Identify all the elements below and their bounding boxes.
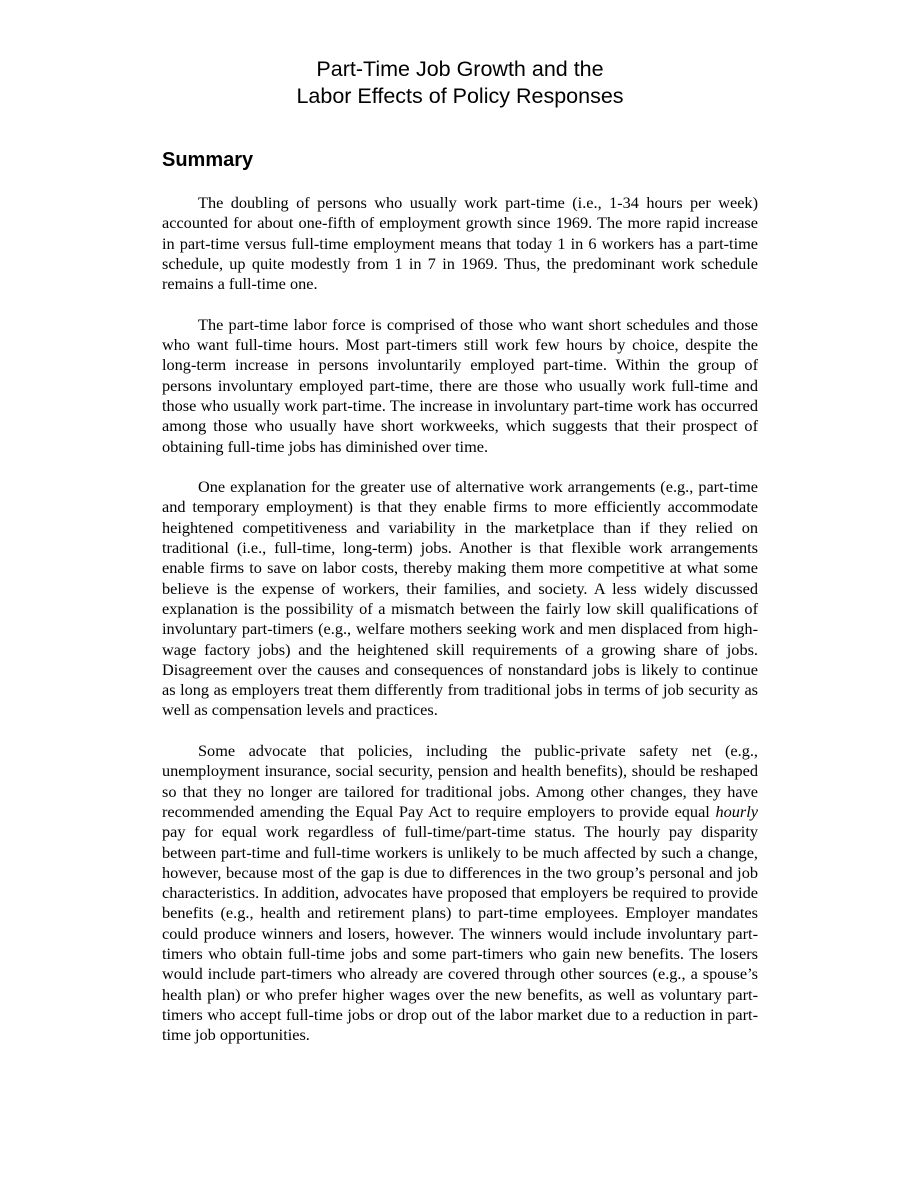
paragraph-2: The part-time labor force is comprised of those who want short schedules and those who want full-time hours. Most part-timers still work few hours by choice, despite the long-term increase in persons involuntarily employed part-time. Within the group of persons involuntary employed part-time, there are those who usually work full-time and those who usually work part-time. The increase in involuntary part-time work has occurred among those who usually have short workweeks, which suggests that their prospect of obtaining full-time jobs has diminished over time.: [162, 314, 758, 456]
paragraph-4: [162, 741, 758, 1045]
paragraph-1: The doubling of persons who usually work part-time (i.e., 1-34 hours per week) accounted for about one-fifth of employment growth since 1969. The more rapid increase in part-time versus full-time employment means that today 1 in 6 workers has a part-time schedule, up quite modestly from 1 in 7 in 1969. Thus, the predominant work schedule remains a full-time one.: [162, 193, 758, 294]
title-line-2: Labor Effects of Policy Responses: [296, 84, 624, 108]
paragraph-4-italic: hourly: [715, 801, 758, 821]
paragraph-4-part-1: Some advocate that policies, including the public-private safety net (e.g., unemployment insurance, social security, pension and health benefits), should be reshaped so that they no longer are tailored for traditional jobs. Among other changes, they have recommended amending the Equal Pay Act to require employers to provide equal: [162, 741, 758, 821]
paragraph-4-part-2: pay for equal work regardless of full-time/part-time status. The hourly pay disparity between part-time and full-time workers is unlikely to be much affected by such a change, however, because most of the gap is due to differences in the two group’s personal and job characteristics. In addition, advocates have proposed that employers be required to provide benefits (e.g., health and retirement plans) to part-time employees. Employer mandates could produce winners and losers, however. The winners would include involuntary part-timers who obtain full-time jobs and some part-timers who gain new benefits. The losers would include part-timers who already are covered through other sources (e.g., a spouse’s health plan) or who prefer higher wages over the new benefits, as well as voluntary part-timers who accept full-time jobs or drop out of the labor market due to a reduction in part-time job opportunities.: [162, 822, 758, 1045]
paragraph-3: One explanation for the greater use of alternative work arrangements (e.g., part-time and temporary employment) is that they enable firms to more efficiently accommodate heightened competitiveness and variability in the marketplace than if they relied on traditional (i.e., full-time, long-term) jobs. Another is that flexible work arrangements enable firms to save on labor costs, thereby making them more competitive at what some believe is the expense of workers, their families, and society. A less widely discussed explanation is the possibility of a mismatch between the fairly low skill qualifications of involuntary part-timers (e.g., welfare mothers seeking work and men displaced from high-wage factory jobs) and the heightened skill requirements of a growing share of jobs. Disagreement over the causes and consequences of nonstandard jobs is likely to continue as long as employers treat them differently from traditional jobs in terms of job security as well as compensation levels and practices.: [162, 477, 758, 720]
summary-body: [162, 193, 758, 1045]
section-heading: Summary: [162, 149, 254, 171]
page-title: [162, 56, 758, 110]
title-line-1: Part-Time Job Growth and the: [316, 57, 604, 81]
